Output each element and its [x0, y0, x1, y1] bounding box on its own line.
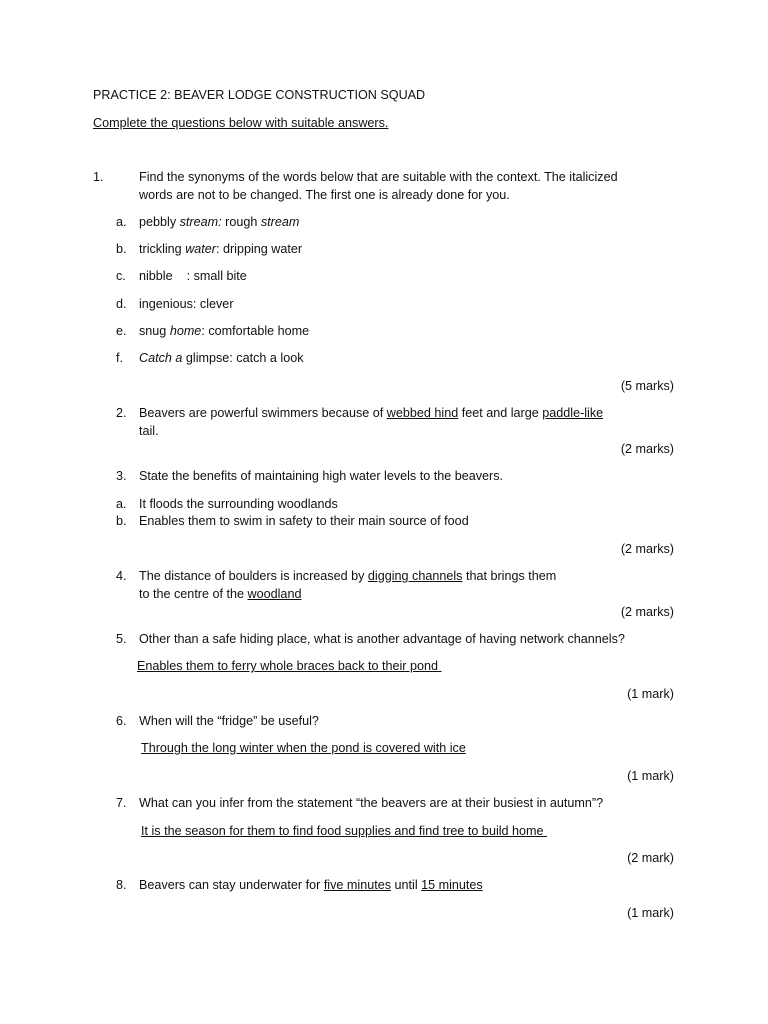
- q1-item-letter: b.: [116, 242, 127, 256]
- q4-marks: (2 marks): [620, 605, 674, 619]
- q1-item-letter: a.: [116, 215, 127, 229]
- q2-answer-2: paddle-like: [542, 406, 604, 420]
- q6-marks: (1 mark): [627, 769, 674, 783]
- q6-text: When will the “fridge” be useful?: [139, 714, 319, 728]
- q3-marks: (2 marks): [620, 542, 674, 556]
- q8-marks: (1 mark): [627, 906, 674, 920]
- q1-item-letter: d.: [116, 297, 127, 311]
- q1-marks: (5 marks): [620, 379, 674, 393]
- q2-text: Beavers are powerful swimmers because of webbed hind feet and large paddle-like: [139, 406, 604, 420]
- q5-number: 5.: [116, 632, 127, 646]
- q4-number: 4.: [116, 569, 127, 583]
- q2-marks: (2 marks): [620, 442, 674, 456]
- q1-item-e: snug home: comfortable home: [139, 324, 310, 338]
- q4-text-line2: to the centre of the woodland: [139, 587, 302, 601]
- q2-answer-1: webbed hind: [386, 406, 459, 420]
- q3-item-letter: b.: [116, 514, 127, 528]
- q3-number: 3.: [116, 469, 127, 483]
- q7-answer: It is the season for them to find food supplies and find tree to build home: [141, 824, 548, 838]
- q7-number: 7.: [116, 796, 127, 810]
- q1-item-d: ingenious: clever: [139, 297, 234, 311]
- q1-number: 1.: [93, 170, 104, 184]
- q6-answer: Through the long winter when the pond is covered with ice: [141, 741, 466, 755]
- q5-marks: (1 mark): [627, 687, 674, 701]
- q8-number: 8.: [116, 878, 127, 892]
- q4-answer-2: woodland: [247, 587, 302, 601]
- q7-marks: (2 mark): [627, 851, 674, 865]
- instruction: Complete the questions below with suitable answers.: [93, 116, 389, 130]
- q3-text: State the benefits of maintaining high water levels to the beavers.: [139, 469, 504, 483]
- q6-number: 6.: [116, 714, 127, 728]
- q4-answer-1: digging channels: [367, 569, 463, 583]
- q1-item-c: nibble : small bite: [139, 269, 247, 283]
- q1-item-a: pebbly stream: rough stream: [139, 215, 300, 229]
- q4-text: The distance of boulders is increased by digging channels that brings them: [139, 569, 557, 583]
- q1-item-letter: c.: [116, 269, 126, 283]
- q5-text: Other than a safe hiding place, what is another advantage of having network channels?: [139, 632, 625, 646]
- q3-answer-a: It floods the surrounding woodlands: [139, 497, 338, 511]
- q3-item-letter: a.: [116, 497, 127, 511]
- q8-text: Beavers can stay underwater for five minutes until 15 minutes: [139, 878, 483, 892]
- q5-answer: Enables them to ferry whole braces back to their pond: [137, 659, 442, 673]
- q1-item-b: trickling water: dripping water: [139, 242, 303, 256]
- q1-item-f: Catch a glimpse: catch a look: [139, 351, 304, 365]
- q1-text-line2: words are not to be changed. The first one is already done for you.: [139, 188, 510, 202]
- q1-item-letter: e.: [116, 324, 127, 338]
- q8-answer-2: 15 minutes: [421, 878, 483, 892]
- page-title: PRACTICE 2: BEAVER LODGE CONSTRUCTION SQUAD: [93, 88, 426, 102]
- q8-answer-1: five minutes: [323, 878, 392, 892]
- q7-text: What can you infer from the statement “the beavers are at their busiest in autumn”?: [139, 796, 604, 810]
- q2-number: 2.: [116, 406, 127, 420]
- q1-text-line1: Find the synonyms of the words below that are suitable with the context. The italicized: [139, 170, 618, 184]
- q3-answer-b: Enables them to swim in safety to their main source of food: [139, 514, 469, 528]
- q2-text-line2: tail.: [139, 424, 159, 438]
- q1-item-letter: f.: [116, 351, 123, 365]
